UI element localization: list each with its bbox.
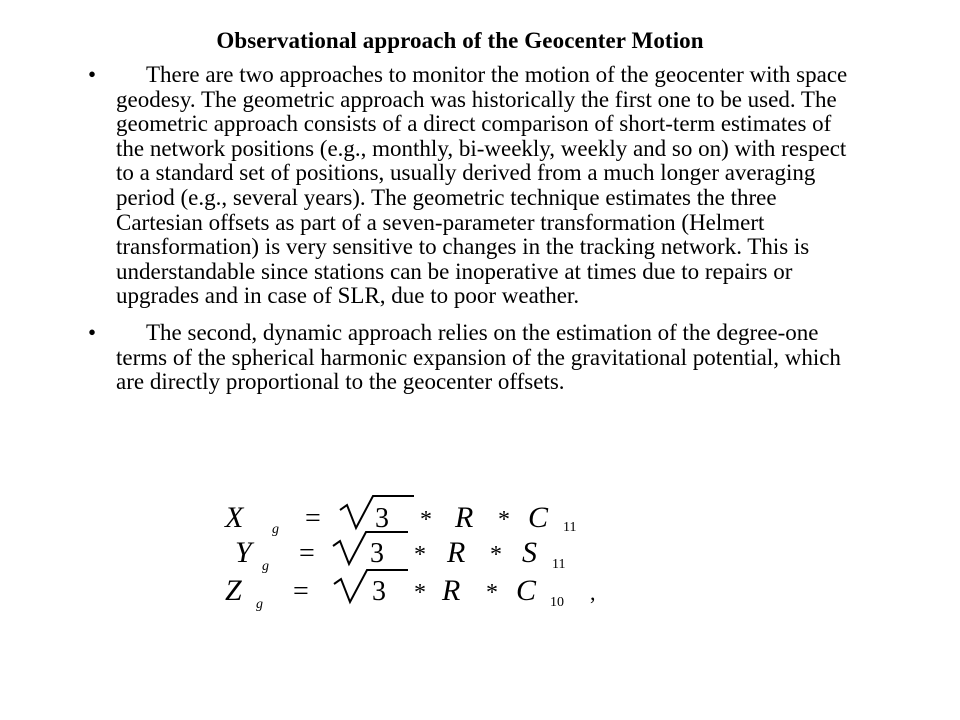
slide-title: Observational approach of the Geocenter Motion xyxy=(216,28,704,53)
eq-z-sub: g xyxy=(256,597,263,612)
eq-x-lhs: X xyxy=(225,501,244,534)
eq-x-equals: = xyxy=(305,503,321,534)
eq-x-times-2: * xyxy=(498,507,510,533)
eq-x-sqrt-icon xyxy=(340,496,414,528)
equation-z xyxy=(225,570,596,612)
eq-z-lhs: Z xyxy=(225,574,242,607)
bullet-list xyxy=(88,63,848,395)
eq-z-times-1: * xyxy=(414,580,426,606)
eq-x-coef-sub: 11 xyxy=(563,520,577,535)
bullet-item-dynamic xyxy=(88,321,848,395)
eq-z-comma: , xyxy=(590,580,596,605)
eq-x-num: 3 xyxy=(375,503,389,534)
eq-z-coef-sub: 10 xyxy=(550,595,564,610)
bullet-text-geometric: There are two approaches to monitor the motion of the geocenter with space geodesy. The geometric approach was historically the first one to be used. The geometric approach consists of a direct comparison of short-term estimates of the network positions (e.g., monthly, bi-weekly, weekly and so on) with respect to a standard set of positions, usually derived from a much longer averaging period (e.g., several years). The geometric technique estimates the three Cartesian offsets as part of a seven-parameter transformation (Helmert transformation) is very sensitive to changes in the tracking network. This is understandable since stations can be inoperative at times due to repairs or upgrades and in case of SLR, due to poor weather. xyxy=(116,62,848,309)
eq-x-r: R xyxy=(455,501,474,534)
eq-y-times-1: * xyxy=(414,542,426,568)
equation-x xyxy=(224,496,576,537)
eq-y-lhs: Y xyxy=(235,536,252,569)
eq-y-coef: S xyxy=(522,536,537,569)
eq-z-times-2: * xyxy=(486,580,498,606)
eq-z-coef: C xyxy=(516,574,537,607)
eq-z-num: 3 xyxy=(372,576,386,607)
eq-x-sub: g xyxy=(272,522,279,537)
eq-y-coef-sub: 11 xyxy=(552,557,566,572)
eq-y-r: R xyxy=(447,536,466,569)
eq-y-sqrt-icon xyxy=(333,532,408,564)
equation-y xyxy=(235,532,565,574)
eq-x-coef: C xyxy=(528,501,549,534)
eq-x-times-1: * xyxy=(420,507,432,533)
bullet-dot-icon: • xyxy=(88,319,97,345)
eq-y-sub: g xyxy=(262,559,269,574)
eq-z-sqrt-icon xyxy=(334,570,408,602)
bullet-text-dynamic: The second, dynamic approach relies on the estimation of the degree-one terms of the spherical harmonic expansion of the gravitational potential, which are directly proportional to the geocenter offsets. xyxy=(116,319,841,395)
bullet-item-geometric xyxy=(88,63,848,309)
eq-z-r: R xyxy=(442,574,461,607)
eq-z-equals: = xyxy=(293,576,309,607)
eq-y-num: 3 xyxy=(370,538,384,569)
bullet-dot-icon: • xyxy=(88,62,97,87)
eq-y-equals: = xyxy=(299,538,315,569)
eq-y-times-2: * xyxy=(490,542,502,568)
